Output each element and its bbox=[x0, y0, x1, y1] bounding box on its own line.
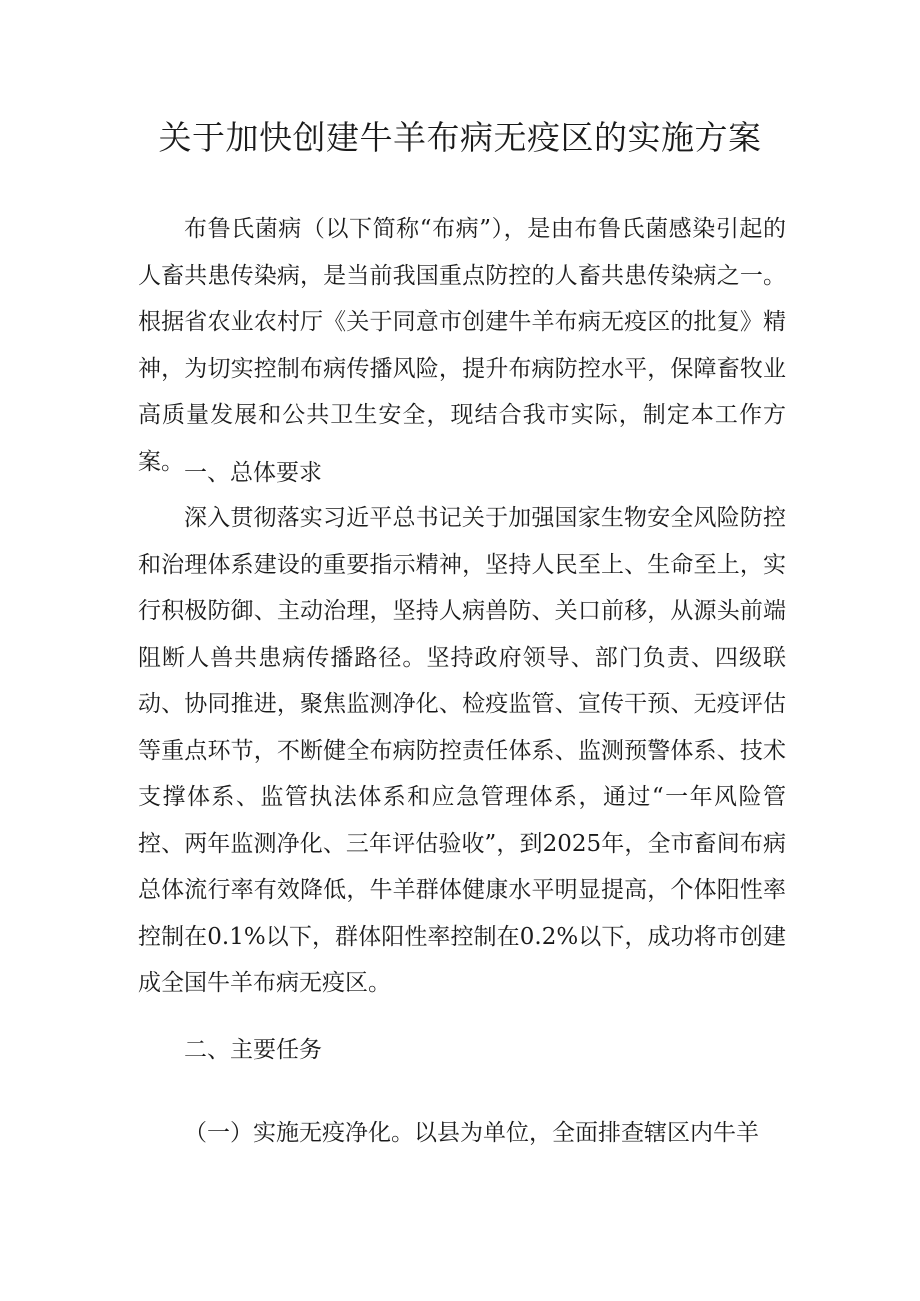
document-title: 关于加快创建牛羊布病无疫区的实施方案 bbox=[158, 118, 762, 157]
intro-paragraph: 布鲁氏菌病（以下简称“布病”），是由布鲁氏菌感染引起的人畜共患传染病，是当前我国重点防控的人畜共患传染病之一。根据省农业农村厅《关于同意市创建牛羊布病无疫区的批复》精神，为切实控制布病传播风险，提升布病防控水平，保障畜牧业高质量发展和公共卫生安全，现结合我市实际，制定本工作方案。 bbox=[138, 216, 786, 475]
section-heading-main-tasks: 二、主要任务 bbox=[184, 1037, 322, 1063]
section-heading-general-requirements: 一、总体要求 bbox=[184, 460, 322, 486]
main-tasks-item-1: （一）实施无疫净化。以县为单位，全面排查辖区内牛羊 bbox=[184, 1120, 759, 1146]
general-requirements-paragraph: 深入贯彻落实习近平总书记关于加强国家生物安全风险防控和治理体系建设的重要指示精神，坚持人民至上、生命至上，实行积极防御、主动治理，坚持人病兽防、关口前移，从源头前端阻断人兽共患病传播路径。坚持政府领导、部门负责、四级联动、协同推进，聚焦监测净化、检疫监管、宣传干预、无疫评估等重点环节，不断健全布病防控责任体系、监测预警体系、技术支撑体系、监管执法体系和应急管理体系，通过“一年风险管控、两年监测净化、三年评估验收”，到2025年，全市畜间布病总体流行率有效降低，牛羊群体健康水平明显提高，个体阳性率控制在0.1%以下，群体阳性率控制在0.2%以下，成功将市创建成全国牛羊布病无疫区。 bbox=[138, 505, 786, 996]
